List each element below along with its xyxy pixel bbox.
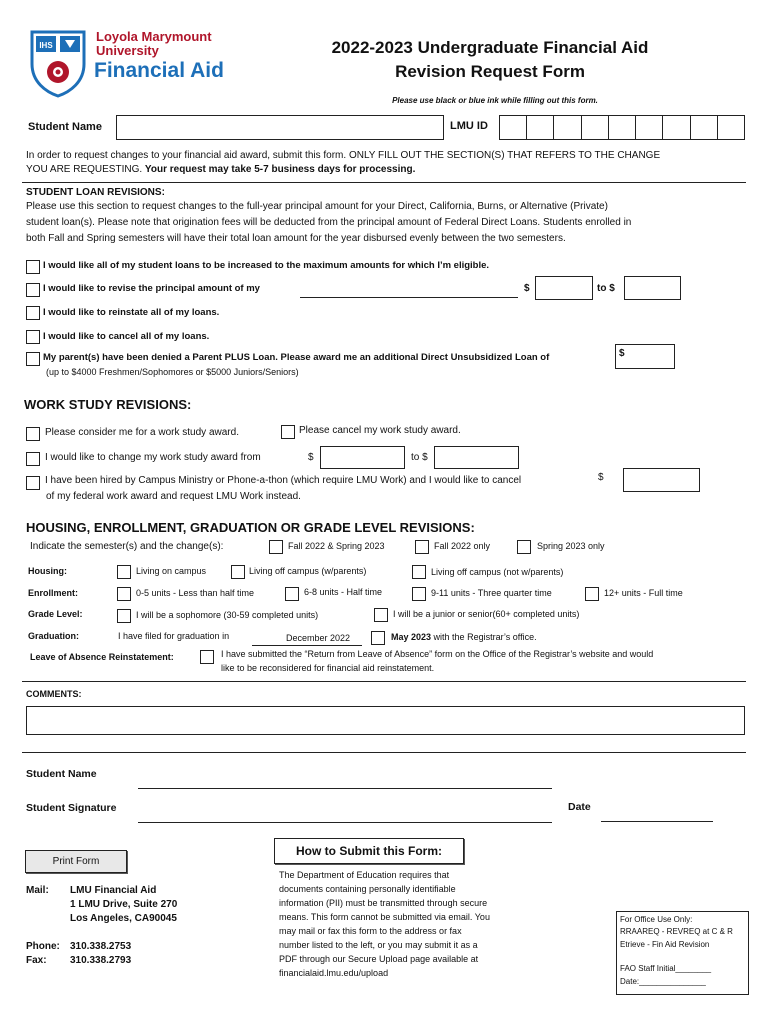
enroll-half-checkbox[interactable] — [285, 587, 299, 601]
grad-december-underline — [252, 645, 362, 646]
grade-soph-label: I will be a sophomore (30-59 completed units) — [136, 610, 319, 620]
student-name-label: Student Name — [28, 121, 102, 133]
sem-spring-label: Spring 2023 only — [537, 541, 605, 551]
how-line-6: number listed to the left, or you may submit it as a — [279, 940, 478, 950]
work-cancel-label: Please cancel my work study award. — [299, 425, 461, 436]
enroll-less-half-checkbox[interactable] — [117, 587, 131, 601]
grade-junior-label: I will be a junior or senior(60+ completed units) — [393, 609, 580, 619]
loa-text-1: I have submitted the “Return from Leave of Absence” form on the Office of the Registrar’s website and would — [221, 649, 654, 659]
logo-line-2: University — [96, 43, 159, 58]
loan-from-dollar: $ — [524, 283, 530, 294]
loa-text-2: like to be reconsidered for financial aid reinstatement. — [221, 663, 435, 673]
how-line-5: may mail or fax this form to the address or fax — [279, 926, 462, 936]
enroll-full-label: 12+ units - Full time — [604, 588, 683, 598]
id-digit-box[interactable] — [609, 116, 636, 139]
intro-line-1: In order to request changes to your financial aid award, submit this form. ONLY FILL OUT THE SECTION(S) THAT REFERS TO THE CHANGE — [26, 150, 661, 161]
lmu-id-label: LMU ID — [450, 120, 488, 132]
work-from-dollar: $ — [308, 452, 314, 463]
id-digit-box[interactable] — [500, 116, 527, 139]
sem-fall-checkbox[interactable] — [415, 540, 429, 554]
loa-label: Leave of Absence Reinstatement: — [30, 652, 174, 662]
loan-max-label: I would like all of my student loans to be increased to the maximum amounts for which I’m eligible. — [43, 260, 490, 271]
grad-with-registrar: with the Registrar’s office. — [433, 632, 537, 642]
mail-line-1: LMU Financial Aid — [70, 885, 157, 896]
loan-to-amount-field[interactable] — [624, 276, 681, 300]
date-field[interactable] — [601, 821, 713, 822]
work-consider-label: Please consider me for a work study award. — [45, 427, 239, 438]
phone-label: Phone: — [26, 941, 60, 952]
work-study-heading: WORK STUDY REVISIONS: — [24, 397, 192, 412]
loan-desc-1: Please use this section to request changes to the full-year principal amount for your Direct, California, Burns, or Alternative (Private) — [26, 201, 608, 212]
sem-both-checkbox[interactable] — [269, 540, 283, 554]
form-title-line-1: 2022-2023 Undergraduate Financial Aid — [331, 38, 649, 57]
sem-fall-label: Fall 2022 only — [434, 541, 491, 551]
grad-december-label: December 2022 — [286, 633, 351, 643]
how-line-2: documents containing personally identifiable — [279, 884, 456, 894]
id-digit-box[interactable] — [527, 116, 554, 139]
loan-cancel-checkbox[interactable] — [26, 330, 40, 344]
work-change-checkbox[interactable] — [26, 452, 40, 466]
sig-student-name-label: Student Name — [26, 768, 97, 780]
sem-both-label: Fall 2022 & Spring 2023 — [288, 541, 385, 551]
fax-label: Fax: — [26, 955, 47, 966]
loan-to-dollar: to $ — [597, 283, 615, 294]
id-digit-box[interactable] — [718, 116, 744, 139]
divider — [22, 752, 746, 753]
id-digit-box[interactable] — [636, 116, 663, 139]
comments-label: COMMENTS: — [26, 689, 82, 699]
loan-section-heading: STUDENT LOAN REVISIONS: — [26, 187, 165, 198]
logo-line-3: Financial Aid — [94, 59, 224, 82]
id-digit-box[interactable] — [663, 116, 690, 139]
intro-line-2-text: YOU ARE REQUESTING. — [26, 164, 145, 175]
work-hired-amount-field[interactable] — [623, 468, 700, 492]
work-cancel-checkbox[interactable] — [281, 425, 295, 439]
housing-off-parents-label: Living off campus (w/parents) — [249, 566, 367, 576]
grade-level-label: Grade Level: — [28, 609, 83, 619]
loan-revise-checkbox[interactable] — [26, 283, 40, 297]
phone-number: 310.338.2753 — [70, 941, 132, 952]
how-line-7: PDF through our Secure Upload page available at — [279, 954, 479, 964]
loan-revise-label: I would like to revise the principal amount of my — [43, 283, 260, 294]
grade-junior-checkbox[interactable] — [374, 608, 388, 622]
grad-may-text — [391, 632, 537, 642]
enroll-full-checkbox[interactable] — [585, 587, 599, 601]
enrollment-label: Enrollment: — [28, 588, 79, 598]
loan-reinstate-label: I would like to reinstate all of my loans. — [43, 307, 220, 318]
work-from-amount-field[interactable] — [320, 446, 405, 469]
upload-url: financialaid.lmu.edu/upload — [279, 968, 389, 978]
lmu-logo — [28, 28, 228, 100]
svg-text:IHS: IHS — [39, 41, 53, 50]
plus-denied-checkbox[interactable] — [26, 352, 40, 366]
loan-cancel-label: I would like to cancel all of my loans. — [43, 331, 210, 342]
mail-line-2: 1 LMU Drive, Suite 270 — [70, 899, 178, 910]
housing-off-parents-checkbox[interactable] — [231, 565, 245, 579]
office-date: Date:_______________ — [620, 977, 706, 986]
mail-line-3: Los Angeles, CA90045 — [70, 913, 177, 924]
how-line-1: The Department of Education requires that — [279, 870, 450, 880]
housing-on-label: Living on campus — [136, 566, 207, 576]
enroll-less-half-label: 0-5 units - Less than half time — [136, 588, 255, 598]
work-hired-label-1: I have been hired by Campus Ministry or Phone-a-thon (which require LMU Work) and I would like to cancel — [45, 475, 522, 486]
grade-soph-checkbox[interactable] — [117, 609, 131, 623]
student-signature-field[interactable] — [138, 822, 552, 823]
work-consider-checkbox[interactable] — [26, 427, 40, 441]
print-form-button[interactable]: Print Form — [25, 850, 127, 873]
work-hired-label-2: of my federal work award and request LMU Work instead. — [46, 491, 301, 502]
plus-denied-label: My parent(s) have been denied a Parent PLUS Loan. Please award me an additional Direct Unsubsidized Loan of — [43, 352, 550, 363]
enroll-half-label: 6-8 units - Half time — [304, 587, 383, 597]
sig-student-name-field[interactable] — [138, 788, 552, 789]
ink-note: Please use black or blue ink while filling out this form. — [392, 96, 598, 105]
loan-type-field[interactable] — [300, 297, 518, 298]
plus-dollar: $ — [619, 348, 625, 359]
housing-off-no-label: Living off campus (not w/parents) — [431, 567, 564, 577]
loan-desc-3: both Fall and Spring semesters will have their total loan amount for the year disbursed evenly between the two semesters. — [26, 233, 566, 244]
id-digit-box[interactable] — [691, 116, 718, 139]
how-line-4: means. This form cannot be submitted via email. You — [279, 912, 490, 922]
comments-field[interactable] — [26, 706, 745, 735]
date-label: Date — [568, 801, 591, 813]
how-to-submit-heading: How to Submit this Form: — [274, 838, 464, 864]
lmu-id-field[interactable] — [499, 115, 745, 140]
work-hired-dollar: $ — [598, 472, 604, 483]
student-name-field[interactable] — [116, 115, 444, 140]
logo-line-1: Loyola Marymount — [96, 29, 212, 44]
id-digit-box[interactable] — [554, 116, 581, 139]
work-change-label: I would like to change my work study award from — [45, 452, 261, 463]
loan-max-checkbox[interactable] — [26, 260, 40, 274]
work-hired-checkbox[interactable] — [26, 476, 40, 490]
grad-may-label: May 2023 — [391, 632, 432, 642]
office-line-3: Etrieve - Fin Aid Revision — [620, 940, 710, 949]
plus-limit-note: (up to $4000 Freshmen/Sophomores or $5000 Juniors/Seniors) — [46, 367, 299, 377]
grad-may-checkbox[interactable] — [371, 631, 385, 645]
loa-checkbox[interactable] — [200, 650, 214, 664]
lmu-shield-icon — [28, 28, 88, 98]
enroll-three-quarter-checkbox[interactable] — [412, 587, 426, 601]
graduation-label: Graduation: — [28, 631, 79, 641]
sem-spring-checkbox[interactable] — [517, 540, 531, 554]
work-to-amount-field[interactable] — [434, 446, 519, 469]
housing-off-no-checkbox[interactable] — [412, 565, 426, 579]
fax-number: 310.338.2793 — [70, 955, 132, 966]
divider — [22, 182, 746, 183]
work-to-dollar: to $ — [411, 452, 428, 463]
loan-desc-2: student loan(s). Please note that origination fees will be deducted from the principal amount of Federal Direct Loans. Students enrolled in — [26, 217, 632, 228]
loan-reinstate-checkbox[interactable] — [26, 306, 40, 320]
divider — [22, 681, 746, 682]
intro-line-2 — [26, 164, 415, 175]
semester-indicate-label: Indicate the semester(s) and the change(s): — [30, 541, 224, 552]
student-signature-label: Student Signature — [26, 802, 117, 814]
how-line-3: information (PII) must be transmitted through secure — [279, 898, 488, 908]
office-line-1: For Office Use Only: — [620, 915, 693, 924]
processing-time-note: Your request may take 5-7 business days for processing. — [144, 164, 416, 175]
office-line-2: RRAAREQ - REVREQ at C & R — [620, 927, 733, 936]
housing-section-heading: HOUSING, ENROLLMENT, GRADUATION OR GRADE LEVEL REVISIONS: — [26, 520, 475, 535]
id-digit-box[interactable] — [582, 116, 609, 139]
housing-on-checkbox[interactable] — [117, 565, 131, 579]
graduation-text: I have filed for graduation in — [118, 631, 230, 641]
loan-from-amount-field[interactable] — [535, 276, 593, 300]
enroll-three-quarter-label: 9-11 units - Three quarter time — [431, 588, 552, 598]
mail-label: Mail: — [26, 885, 49, 896]
office-staff-initial: FAO Staff Initial________ — [620, 964, 712, 973]
form-title-line-2: Revision Request Form — [395, 62, 585, 81]
housing-label: Housing: — [28, 566, 67, 576]
